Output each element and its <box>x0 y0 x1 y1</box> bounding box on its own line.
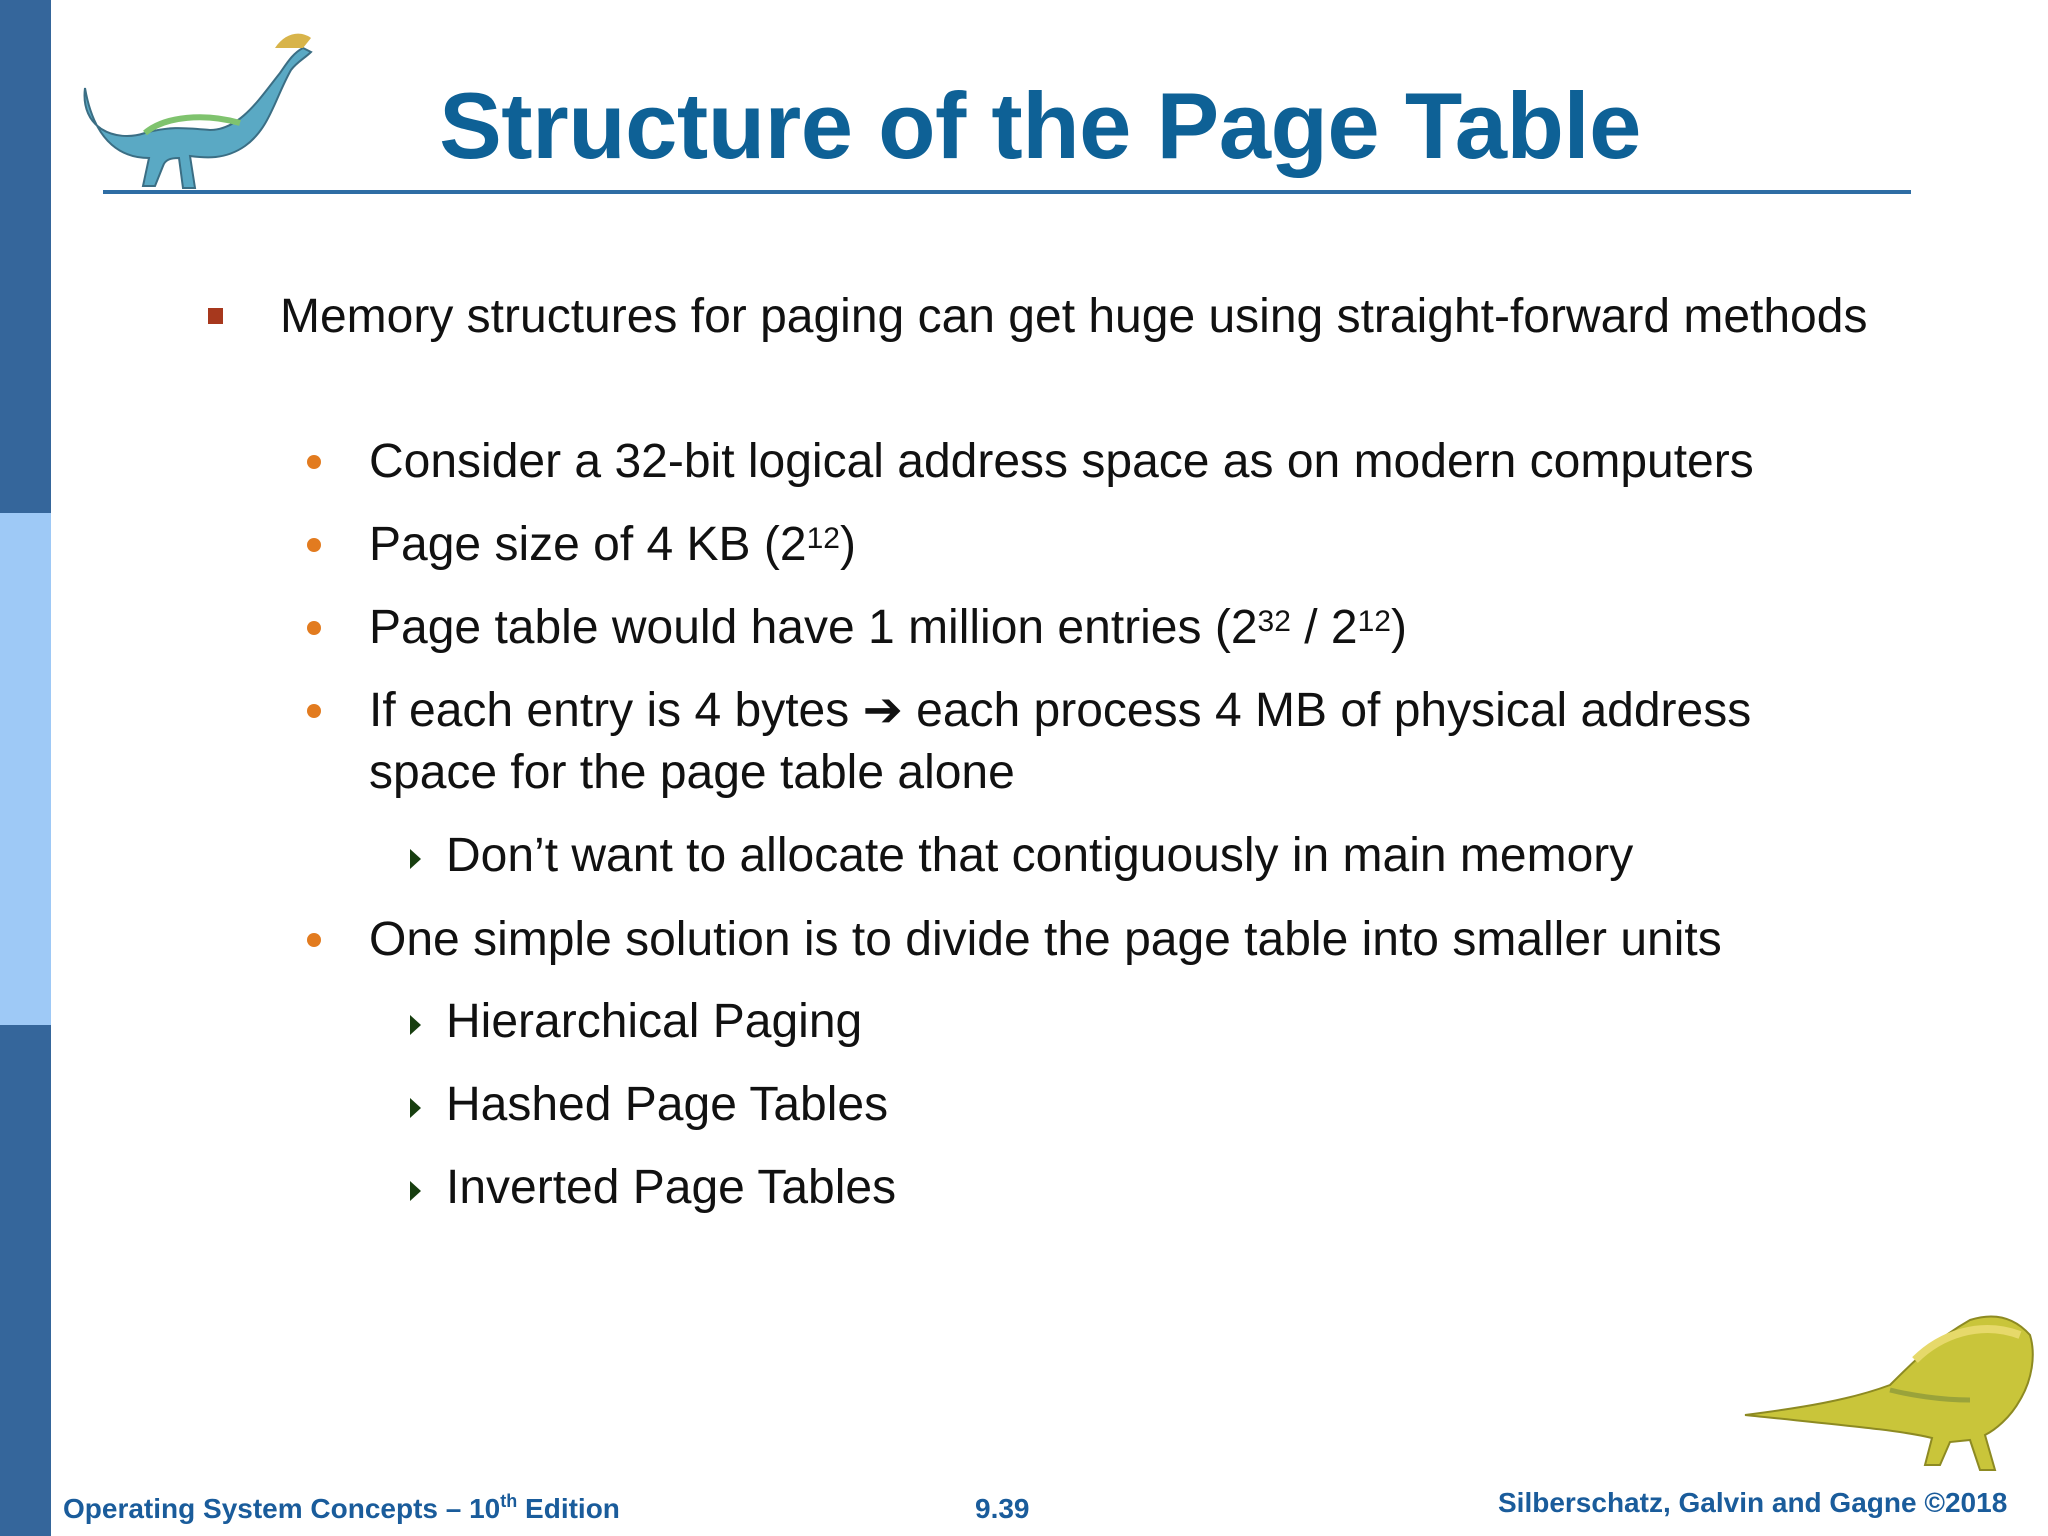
dot-bullet-icon <box>307 455 321 469</box>
dot-bullet-icon <box>307 933 321 947</box>
square-bullet-icon <box>208 308 223 324</box>
bullet-level2-text: Page size of 4 KB $(2^{12})$ <box>369 518 856 571</box>
bullet-level3-text: Hierarchical Paging <box>446 995 863 1048</box>
bullet-level2-text: Page table would have 1 million entries $(2^{32} / 2^{12})$ <box>369 601 1407 654</box>
footer-book-title: Operating System Concepts – 10th Edition <box>63 1491 620 1524</box>
bullet-level3-text: Inverted Page Tables <box>446 1161 897 1214</box>
right-arrow-icon: ➔ <box>862 684 903 737</box>
bullet-level1-text: Memory structures for paging can get huge using straight-forward methods <box>280 290 1868 343</box>
triangle-bullet-icon <box>410 1098 421 1118</box>
bullet-level2-text: If each entry is 4 bytes ➔ each process 4 MB of physical address space for the page table alone <box>369 684 1752 799</box>
dot-bullet-icon <box>307 538 321 552</box>
bullet-level3-text: Don’t want to allocate that contiguously in main memory <box>446 829 1634 882</box>
bullet-level2-text: Consider a 32-bit logical address space as on modern computers <box>369 435 1754 488</box>
bullet-level3-text: Hashed Page Tables <box>446 1078 889 1131</box>
triangle-bullet-icon <box>410 1015 421 1035</box>
dot-bullet-icon <box>307 704 321 718</box>
dot-bullet-icon <box>307 621 321 635</box>
triangle-bullet-icon <box>410 849 421 869</box>
triangle-bullet-icon <box>410 1181 421 1201</box>
footer-copyright: Silberschatz, Galvin and Gagne ©2018 <box>1498 1487 2008 1518</box>
bullet-level2-text: One simple solution is to divide the page table into smaller units <box>369 913 1722 966</box>
dinosaur-illustration-icon <box>1740 1300 2040 1480</box>
footer-page-number: 9.39 <box>975 1493 1030 1524</box>
slide-title: Structure of the Page Table <box>439 73 1641 178</box>
